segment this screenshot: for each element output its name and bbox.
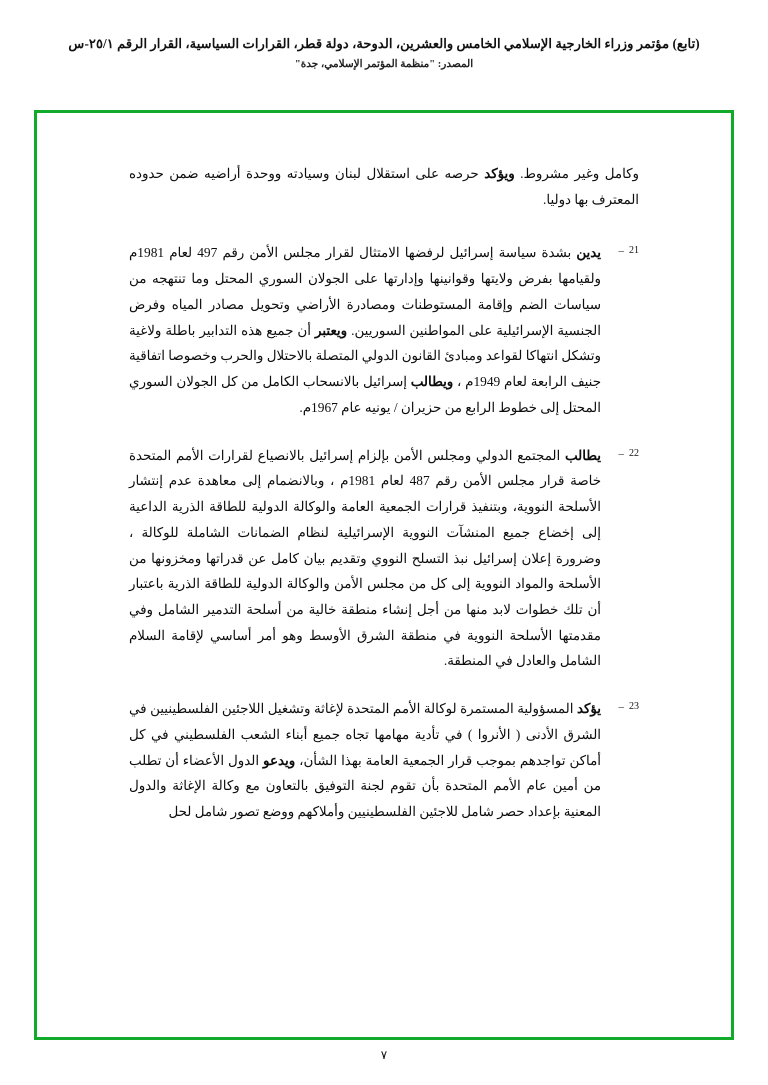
paragraph-item-23 bbox=[129, 696, 639, 825]
item-dash-23: – bbox=[618, 701, 624, 714]
item-dash-21: – bbox=[618, 245, 624, 258]
paragraph-intro bbox=[129, 161, 639, 212]
item-dash-22: – bbox=[618, 447, 624, 460]
header-source-line: المصدر: "منظمة المؤتمر الإسلامي، جدة" bbox=[294, 58, 474, 70]
header-title-line: (تابع) مؤتمر وزراء الخارجية الإسلامي الخامس والعشرين، الدوحة، دولة قطر، القرارات السياسية، القرار الرقم ٢٥/١-س bbox=[68, 36, 700, 51]
document-header bbox=[0, 34, 768, 70]
paragraph-intro-text: وكامل وغير مشروط. ويؤكد حرصه على استقلال لبنان وسيادته ووحدة أراضيه ضمن حدوده المعترف بها دوليا. bbox=[129, 166, 639, 207]
item-marker-21 bbox=[601, 240, 639, 420]
item-text-23: يؤكد المسؤولية المستمرة لوكالة الأمم المتحدة لإغاثة وتشغيل اللاجئين الفلسطينيين في الشرق الأدنى ( الأنروا ) في تأدية مهامها تجاه جميع أبناء الشعب الفلسطيني في كل أماكن تواجدهم بموجب قرار الجمعية العامة بهذا الشأن، ويدعو الدول الأعضاء أن تطلب من أمين عام الأمم المتحدة بأن تقوم لجنة التوفيق بالتعاون مع وكالة الإغاثة والدول المعنية بإعداد حصر شامل للاجئين الفلسطينيين وأملاكهم ووضع تصور شامل لحل bbox=[129, 701, 601, 820]
document-body bbox=[129, 161, 639, 847]
paragraph-item-21 bbox=[129, 240, 639, 420]
item-number-22: 22 bbox=[629, 447, 639, 459]
item-text-21: يدين بشدة سياسة إسرائيل لرفضها الامتثال لقرار مجلس الأمن رقم 497 لعام 1981م ولقيامها بفرض ولايتها وقوانينها وإدارتها على الجولان السوري المحتل وما تنتهجه من سياسات الضم وإقامة المستوطنات ومصادرة الأراضي وتحويل مصادر المياه وفرض الجنسية الإسرائيلية على المواطنين السوريين. ويعتبر أن جميع هذه التدابير باطلة ولاغية وتشكل انتهاكا لقواعد ومبادئ القانون الدولي المتصلة بالاحتلال والحرب وخصوصا اتفاقية جنيف الرابعة لعام 1949م ، ويطالب إسرائيل بالانسحاب الكامل من كل الجولان السوري المحتل إلى خطوط الرابع من حزيران / يونيه عام 1967م. bbox=[129, 245, 601, 415]
page-number: ٧ bbox=[380, 1048, 388, 1062]
item-number-23: 23 bbox=[629, 701, 639, 713]
item-marker-22 bbox=[601, 443, 639, 675]
green-border-frame bbox=[34, 110, 734, 1040]
item-number-21: 21 bbox=[629, 245, 639, 257]
item-marker-23 bbox=[601, 696, 639, 825]
item-text-22: يطالب المجتمع الدولي ومجلس الأمن بإلزام إسرائيل بالانصياع لقرارات الأمم المتحدة خاصة قرار مجلس الأمن رقم 487 لعام 1981م ، وبالانضمام إلى معاهدة عدم إنتشار الأسلحة النووية، وبتنفيذ قرارات الجمعية العامة والوكالة الدولية للطاقة الذرية الداعية إلى إخضاع جميع المنشآت النووية الإسرائيلية لنظام الضمانات الشاملة للوكالة ، وضرورة إعلان إسرائيل نبذ التسلح النووي وتقديم بيان كامل عن قدراتها ومخزونها من الأسلحة والمواد النووية إلى كل من مجلس الأمن والوكالة الدولية للطاقة الذرية باعتبار أن تلك خطوات لابد منها من أجل إنشاء منطقة خالية من أسلحة التدمير الشامل وفي مقدمتها الأسلحة النووية في منطقة الشرق الأوسط وهو أمر أساسي لإقامة السلام الشامل والعادل في المنطقة. bbox=[129, 447, 601, 669]
paragraph-item-22 bbox=[129, 443, 639, 675]
